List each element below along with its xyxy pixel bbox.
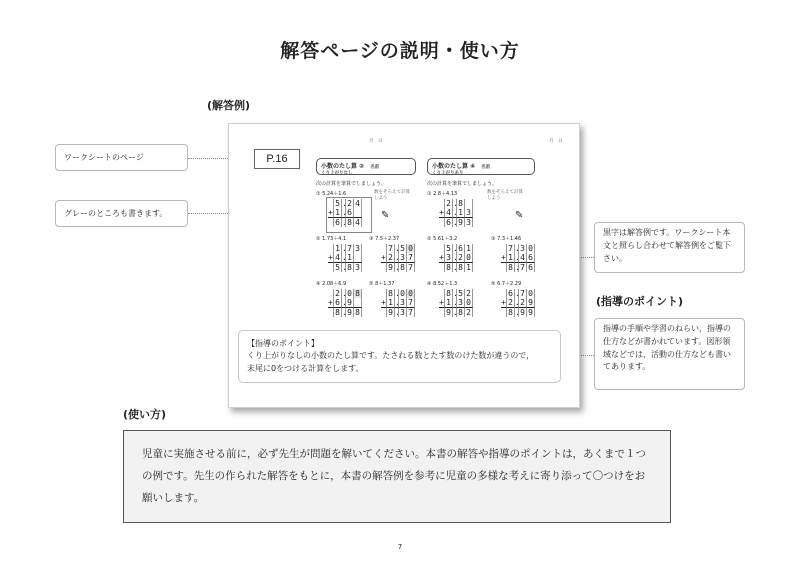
calc-digit — [354, 253, 362, 263]
calc-digit: + — [328, 253, 333, 262]
calc-digit: 6 — [334, 218, 342, 227]
calc-digit: 2 — [334, 289, 342, 298]
calc-digit: 6 — [507, 289, 515, 298]
worksheet-header-left — [316, 158, 416, 175]
calc-digit: 0 — [407, 244, 415, 253]
calc-digit: . — [453, 289, 458, 298]
calc-grid — [328, 244, 362, 272]
calc-digit: 2 — [507, 298, 515, 308]
calc-digit: . — [342, 263, 347, 272]
calc-digit: 6 — [457, 244, 465, 253]
calc-digit: . — [395, 289, 400, 298]
calc-digit: 7 — [387, 244, 395, 253]
calc-digit: 2 — [457, 253, 465, 263]
calc-digit: . — [342, 199, 347, 208]
calc-digit: 7 — [407, 263, 415, 272]
pencil-icon: ✎ — [515, 210, 524, 221]
calc-digit: . — [453, 199, 458, 208]
calc-digit: 3 — [465, 208, 473, 218]
calc-digit: + — [328, 298, 333, 307]
calc-digit: 3 — [399, 298, 407, 308]
callout-black-text: 黒字は解答例です。ワークシート本文と照らし合わせて解答例をご覧下さい。 — [594, 222, 745, 273]
calc-digit: 3 — [354, 263, 362, 272]
point-heading: 【指導のポイント】 — [247, 339, 319, 348]
calc-digit: 8 — [354, 308, 362, 317]
calc-digit: 4 — [354, 199, 362, 208]
calc-digit: 3 — [445, 253, 453, 263]
calc-digit: . — [453, 208, 458, 217]
problem-label: ③ 7.3＋1.46 — [491, 236, 522, 242]
calc-digit: 2 — [519, 298, 527, 308]
calc-grid — [501, 244, 535, 272]
calc-digit: 8 — [457, 263, 465, 272]
page-title: 解答ページの説明・使い方 — [280, 40, 520, 62]
guidance-point-box — [238, 330, 561, 383]
calc-digit: 8 — [507, 308, 515, 317]
name-label: 名前 — [370, 165, 380, 170]
calc-digit: . — [342, 298, 347, 307]
problem-label: ① 2.8＋4.13 — [427, 191, 458, 197]
calc-digit: 9 — [457, 218, 465, 227]
calc-digit: . — [342, 289, 347, 298]
instruction-right: 次の計算を筆算でしましょう。 — [427, 181, 498, 187]
name-label: 名前 — [481, 165, 491, 170]
calc-digit: 0 — [465, 253, 473, 263]
calc-digit: 8 — [346, 263, 354, 272]
calc-digit: . — [515, 263, 520, 272]
calc-digit: 6 — [527, 253, 535, 263]
calc-grid — [381, 244, 415, 272]
problem-label: ② 1.73＋4.1 — [316, 236, 347, 242]
point-line: くり上がりなしの小数のたし算です。たされる数とたす数のけた数が違うので， — [247, 351, 535, 361]
calc-digit: . — [342, 218, 347, 227]
calc-digit: . — [395, 263, 400, 272]
calc-digit: 0 — [527, 289, 535, 298]
calc-digit: 1 — [334, 208, 342, 218]
calc-digit: 5 — [399, 244, 407, 253]
page-number: 7 — [397, 543, 403, 551]
calc-digit: . — [342, 208, 347, 217]
calc-digit: 0 — [399, 289, 407, 298]
worksheet-header-right — [427, 158, 535, 175]
calc-digit: 9 — [527, 298, 535, 308]
calc-grid — [328, 289, 362, 317]
calc-digit: . — [515, 289, 520, 298]
callout-guidance: 指導の手順や学習のねらい，指導の仕方などが書かれています。図形領域などでは，活動の仕方なども書いてあります。 — [594, 318, 745, 390]
date-label: 月 日 — [549, 139, 563, 144]
calc-digit: + — [381, 298, 386, 307]
section-point-heading: (指導のポイント) — [596, 295, 684, 308]
calc-grid — [328, 199, 362, 227]
calc-grid — [439, 244, 473, 272]
calc-digit: 3 — [399, 308, 407, 317]
calc-digit: . — [395, 244, 400, 253]
calc-digit: 9 — [387, 263, 395, 272]
calc-digit: . — [395, 253, 400, 262]
problem-label: ③ 7.5＋2.37 — [369, 236, 400, 242]
calc-digit: 8 — [387, 289, 395, 298]
calc-digit: + — [501, 298, 506, 307]
calc-digit: 8 — [457, 199, 465, 208]
problem-label: ⑤ 6.7＋2.29 — [491, 281, 522, 287]
callout-worksheet-page: ワークシートのページ — [55, 144, 188, 171]
calc-digit: 3 — [457, 298, 465, 308]
worksheet-title-right: 小数のたし算 ④ — [432, 163, 476, 170]
calc-digit: 5 — [334, 199, 342, 208]
calc-digit: + — [381, 253, 386, 262]
calc-digit: + — [501, 253, 506, 262]
calc-digit: + — [439, 298, 444, 307]
calc-digit: 7 — [507, 244, 515, 253]
calc-digit: 8 — [354, 289, 362, 298]
calc-grid — [381, 289, 415, 317]
calc-digit: 9 — [346, 308, 354, 317]
calc-digit: 9 — [527, 308, 535, 317]
calc-digit: 2 — [387, 253, 395, 263]
calc-digit: 4 — [334, 253, 342, 263]
calc-digit: . — [453, 244, 458, 253]
calc-digit: 6 — [334, 298, 342, 308]
calc-digit: 1 — [387, 298, 395, 308]
worksheet-subtitle-right: くり上がりあり — [432, 171, 464, 176]
calc-digit: 7 — [407, 253, 415, 263]
calc-digit: . — [515, 308, 520, 317]
pencil-icon: ✎ — [381, 210, 390, 221]
calc-digit: 9 — [445, 308, 453, 317]
hint-note: 数をそろえて計算しよう — [374, 190, 410, 201]
calc-digit: . — [342, 244, 347, 253]
calc-digit: 1 — [507, 253, 515, 263]
worksheet-title-left: 小数のたし算 ② — [321, 163, 365, 170]
calc-digit: 8 — [457, 308, 465, 317]
calc-digit: 4 — [519, 253, 527, 263]
calc-digit: . — [515, 244, 520, 253]
calc-digit: 3 — [399, 253, 407, 263]
calc-digit: 1 — [465, 244, 473, 253]
calc-digit: 8 — [445, 289, 453, 298]
calc-digit: 1 — [334, 244, 342, 253]
calc-digit: 4 — [445, 208, 453, 218]
calc-digit: . — [453, 253, 458, 262]
point-line: 末尾に0をつける計算をします。 — [247, 363, 364, 373]
calc-digit: 2 — [445, 199, 453, 208]
calc-digit: 2 — [465, 308, 473, 317]
calc-digit: 6 — [445, 218, 453, 227]
calc-digit: . — [453, 298, 458, 307]
calc-digit: 8 — [507, 263, 515, 272]
calc-digit: 7 — [519, 263, 527, 272]
section-example-heading: (解答例) — [207, 99, 251, 112]
calc-digit: 3 — [354, 244, 362, 253]
calc-digit: . — [515, 253, 520, 262]
calc-digit: 8 — [445, 263, 453, 272]
calc-digit: + — [439, 208, 444, 217]
calc-digit: 8 — [334, 308, 342, 317]
problem-label: ① 5.24＋1.6 — [316, 191, 347, 197]
calc-digit: 3 — [519, 244, 527, 253]
calc-digit: 9 — [346, 298, 354, 308]
calc-digit: 8 — [346, 218, 354, 227]
calc-digit: 3 — [465, 218, 473, 227]
calc-digit — [354, 208, 362, 218]
calc-digit: 1 — [457, 208, 465, 218]
calc-digit: . — [342, 253, 347, 262]
calc-digit: 0 — [527, 244, 535, 253]
calc-digit: . — [453, 263, 458, 272]
calc-grid — [439, 289, 473, 317]
calc-grid — [501, 289, 535, 317]
calc-digit: . — [515, 298, 520, 307]
calc-digit: 2 — [346, 199, 354, 208]
worksheet-subtitle-left: くり上がりなし — [321, 171, 353, 176]
calc-digit: 6 — [527, 263, 535, 272]
problem-label: ④ 8.52＋1.3 — [427, 281, 458, 287]
calc-digit: . — [395, 298, 400, 307]
calc-digit: 2 — [465, 289, 473, 298]
section-usage-heading: (使い方) — [123, 408, 167, 421]
calc-digit: 5 — [445, 244, 453, 253]
calc-digit: . — [453, 308, 458, 317]
calc-digit — [354, 298, 362, 308]
calc-digit: + — [439, 253, 444, 262]
calc-digit: 9 — [387, 308, 395, 317]
calc-digit: 5 — [334, 263, 342, 272]
calc-digit: 8 — [399, 263, 407, 272]
usage-box: 児童に実施させる前に，必ず先生が問題を解いてください。本書の解答や指導のポイントは，あくまで１つの例です。先生の作られた解答をもとに，本書の解答例を参考に児童の多様な考えに寄り添って〇つけをお願いします。 — [123, 430, 671, 523]
calc-digit: 7 — [346, 244, 354, 253]
calc-digit: . — [342, 308, 347, 317]
calc-digit: 5 — [457, 289, 465, 298]
calc-grid — [439, 199, 473, 227]
calc-digit: 1 — [465, 263, 473, 272]
problem-label: ④ 2.08＋6.9 — [316, 281, 347, 287]
calc-digit: 9 — [519, 308, 527, 317]
date-label: 月 日 — [369, 139, 383, 144]
calc-digit: 7 — [407, 298, 415, 308]
calc-digit: + — [328, 208, 333, 217]
calc-digit: . — [395, 308, 400, 317]
calc-digit: 7 — [519, 289, 527, 298]
problem-label: ⑤ 8＋1.37 — [369, 281, 395, 287]
instruction-left: 次の計算を筆算でしましょう。 — [316, 181, 387, 187]
calc-digit — [465, 199, 473, 208]
problem-label: ② 5.61＋3.2 — [427, 236, 458, 242]
calc-digit: 1 — [445, 298, 453, 308]
callout-gray-parts: グレーのところも書きます。 — [55, 200, 188, 227]
calc-digit: 7 — [407, 308, 415, 317]
calc-digit: 0 — [407, 289, 415, 298]
calc-digit: 1 — [346, 253, 354, 263]
calc-digit: 6 — [346, 208, 354, 218]
calc-digit: 0 — [465, 298, 473, 308]
page-tag: P.16 — [254, 149, 300, 169]
calc-digit: 0 — [346, 289, 354, 298]
hint-note: 数をそろえて計算しよう — [487, 190, 523, 201]
calc-digit: 4 — [354, 218, 362, 227]
calc-digit: . — [453, 218, 458, 227]
